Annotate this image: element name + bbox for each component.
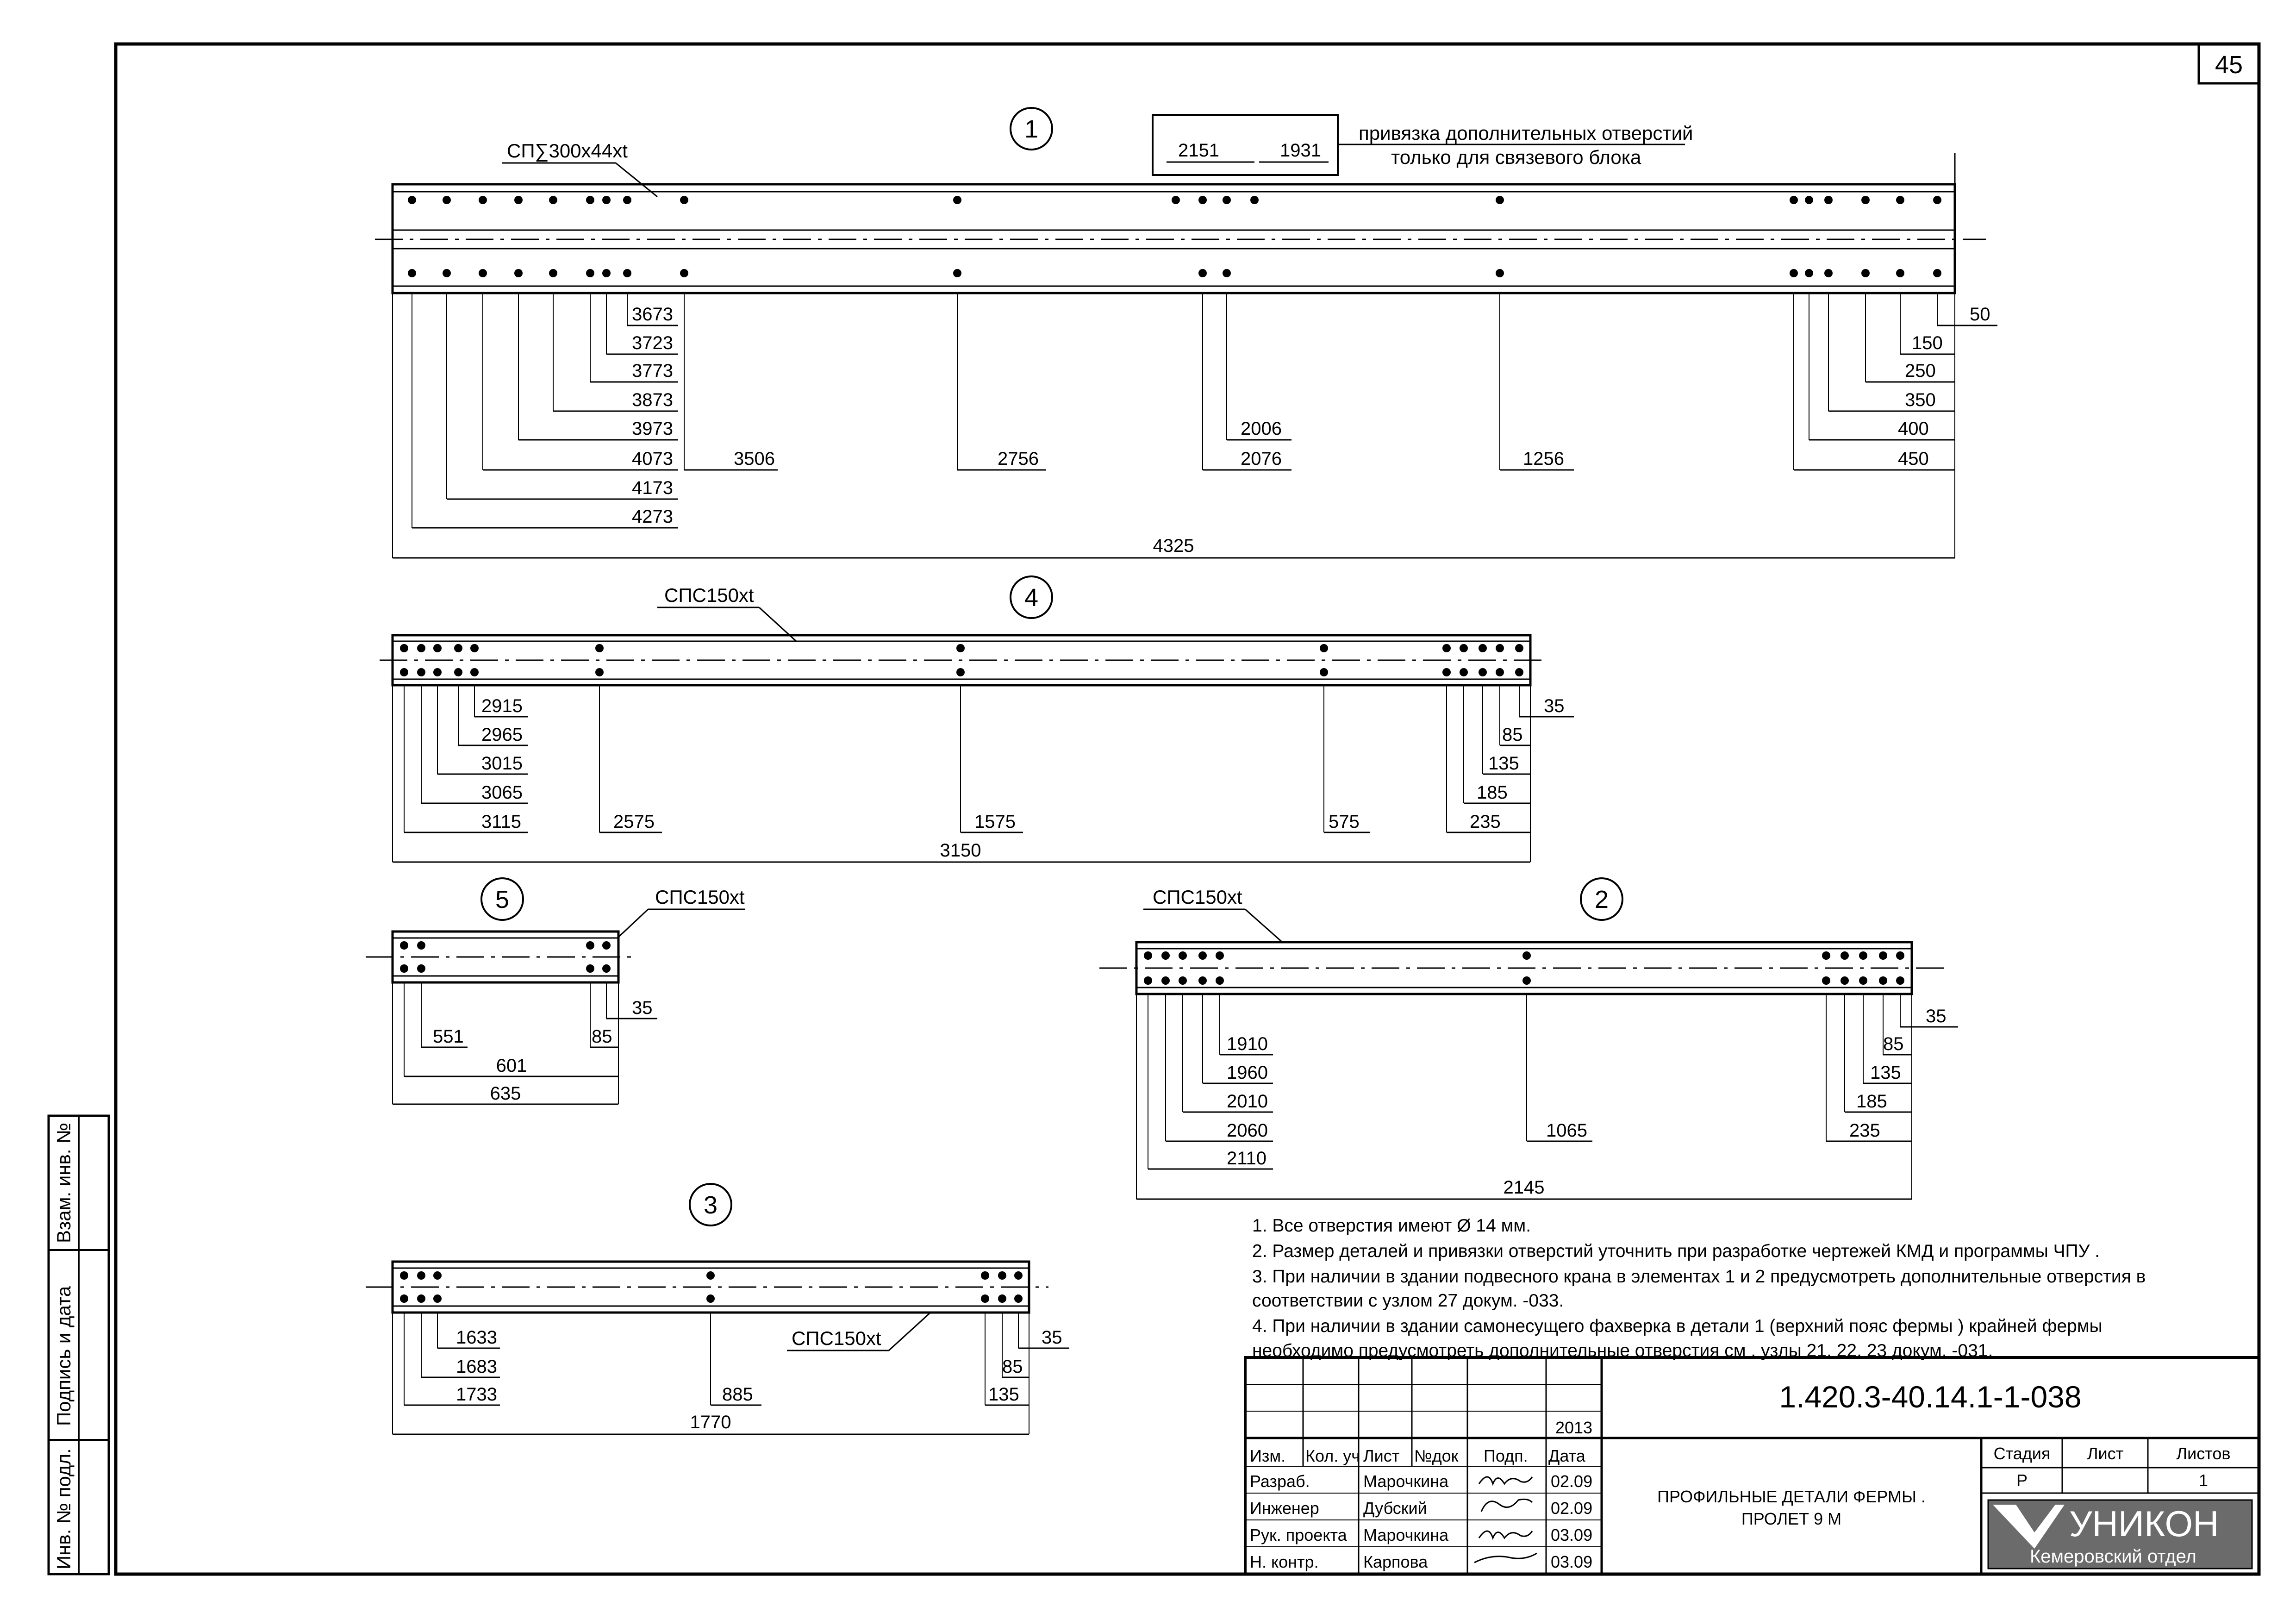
detail-3-dim: 35 (1042, 1327, 1062, 1348)
detail-5-dim: 35 (632, 998, 653, 1018)
detail-1-note-right: 1931 (1280, 140, 1321, 161)
detail-4-dim: 135 (1488, 753, 1519, 774)
tb-name: Марочкина (1363, 1525, 1449, 1544)
tb-stage-value: Р (2016, 1471, 2028, 1490)
tb-role: Разраб. (1250, 1472, 1310, 1491)
detail-4-profile: СПС150хt (664, 584, 754, 606)
detail-3-total: 1770 (690, 1412, 731, 1432)
detail-1-dim: 2076 (1241, 449, 1282, 469)
detail-1-note-left: 2151 (1178, 140, 1219, 161)
detail-1-dim: 350 (1905, 390, 1936, 410)
detail-2-total: 2145 (1503, 1177, 1545, 1198)
detail-3 (366, 1184, 1069, 1434)
detail-3-dim: 1733 (456, 1384, 497, 1405)
detail-5-total: 635 (490, 1083, 521, 1104)
margin-label-sign: Подпись и дата (53, 1286, 75, 1426)
detail-1-dim-lines-left (393, 325, 1955, 558)
note-line: 3. При наличии в здании подвесного крана в элементах 1 и 2 предусмотреть дополнительные отверстия в (1252, 1267, 2146, 1287)
tb-year: 2013 (1555, 1418, 1593, 1437)
logo-sub-text: Кемеровский отдел (2030, 1546, 2196, 1567)
detail-1-dim: 450 (1898, 449, 1929, 469)
detail-1-dim: 50 (1970, 304, 1990, 325)
general-notes (1252, 1216, 2146, 1361)
detail-4 (380, 576, 1574, 862)
detail-1-dim: 4173 (632, 478, 673, 498)
tb-role: Н. контр. (1250, 1552, 1319, 1571)
detail-1-extension-lines (393, 293, 1955, 558)
detail-1-holes (408, 196, 1941, 277)
note-line: 2. Размер деталей и привязки отверстий уточнить при разработке чертежей КМД и программы ЧПУ . (1252, 1241, 2100, 1261)
detail-2-dim: 85 (1883, 1034, 1904, 1054)
detail-2-dim: 35 (1926, 1006, 1947, 1026)
tb-name: Карпова (1363, 1552, 1428, 1571)
detail-1-profile: СП∑300х44хt (507, 140, 628, 162)
margin-label-inv: Инв. № подл. (53, 1448, 75, 1569)
tb-header: Кол. уч (1305, 1446, 1360, 1465)
tb-date: 03.09 (1551, 1552, 1593, 1571)
detail-1-total: 4325 (1153, 536, 1194, 556)
detail-1 (375, 108, 1997, 558)
detail-1-dim: 250 (1905, 361, 1936, 381)
detail-2-dim: 2060 (1227, 1120, 1268, 1141)
tb-date: 02.09 (1551, 1499, 1593, 1518)
detail-3-dim: 85 (1002, 1357, 1023, 1377)
detail-2-dim: 1065 (1546, 1120, 1587, 1141)
detail-1-dim: 400 (1898, 419, 1929, 439)
detail-3-profile: СПС150хt (792, 1327, 881, 1349)
detail-1-dim: 150 (1912, 333, 1943, 353)
detail-4-dim: 185 (1477, 782, 1508, 803)
note-line: 4. При наличии в здании самонесущего фахверка в детали 1 (верхний пояс фермы ) крайней фермы (1252, 1316, 2103, 1336)
detail-2-dim: 135 (1870, 1063, 1901, 1083)
tb-title-line: ПРОФИЛЬНЫЕ ДЕТАЛИ ФЕРМЫ . (1657, 1487, 1926, 1506)
detail-1-dim: 3773 (632, 361, 673, 381)
detail-1-dim: 4273 (632, 506, 673, 527)
detail-4-dim: 2915 (481, 696, 523, 716)
note-line: необходимо предусмотреть дополнительные отверстия см . узлы 21, 22, 23 докум. -031. (1252, 1341, 1993, 1361)
tb-stage-header: Лист (2087, 1444, 2124, 1463)
detail-5-number: 5 (495, 886, 510, 913)
detail-4-dim: 2965 (481, 725, 523, 745)
tb-header: Лист (1363, 1446, 1400, 1465)
detail-4-dim: 1575 (974, 812, 1016, 832)
tb-header: Дата (1548, 1446, 1585, 1465)
tb-doc-code: 1.420.3-40.14.1-1-038 (1779, 1380, 2082, 1414)
page-number: 45 (2215, 51, 2243, 79)
detail-3-dim: 135 (988, 1384, 1019, 1405)
tb-header: №док (1414, 1446, 1459, 1465)
detail-1-note-text-2: только для связевого блока (1391, 146, 1641, 168)
detail-4-dim: 2575 (613, 812, 655, 832)
detail-4-dim: 235 (1470, 812, 1501, 832)
detail-2-dim: 1960 (1227, 1063, 1268, 1083)
detail-4-dim: 85 (1502, 725, 1523, 745)
title-block-text (1250, 1380, 2252, 1571)
detail-1-dim: 3673 (632, 304, 673, 325)
detail-1-dim: 3873 (632, 390, 673, 410)
note-line: соответствии с узлом 27 докум. -033. (1252, 1291, 1564, 1311)
detail-4-dim: 3115 (481, 812, 522, 832)
detail-5 (366, 878, 745, 1104)
note-line: 1. Все отверстия имеют Ø 14 мм. (1252, 1216, 1531, 1236)
detail-4-total: 3150 (940, 840, 981, 861)
detail-4-dim: 3065 (481, 782, 523, 803)
margin-label-vzam: Взам. инв. № (53, 1122, 75, 1243)
detail-2-dim: 2110 (1227, 1148, 1267, 1169)
detail-5-dim: 551 (433, 1026, 464, 1047)
detail-3-dim: 1633 (456, 1327, 497, 1348)
detail-3-dim: 885 (722, 1384, 753, 1405)
tb-stage-value: 1 (2198, 1471, 2209, 1490)
detail-2-number: 2 (1594, 886, 1609, 913)
detail-1-dim: 1256 (1523, 449, 1564, 469)
detail-1-note-text-1: привязка дополнительных отверстий (1359, 122, 1693, 144)
detail-3-dim: 1683 (456, 1357, 497, 1377)
tb-role: Инженер (1250, 1499, 1319, 1518)
detail-2-dim: 185 (1856, 1091, 1887, 1112)
detail-2-dim: 2010 (1227, 1091, 1268, 1112)
tb-header: Изм. (1250, 1446, 1286, 1465)
detail-4-dim: 3015 (481, 753, 523, 774)
tb-stage-header: Стадия (1993, 1444, 2051, 1463)
detail-1-dim: 3723 (632, 333, 673, 353)
detail-5-dim: 601 (496, 1056, 527, 1076)
detail-1-dim: 3506 (734, 449, 775, 469)
detail-5-profile: СПС150хt (655, 886, 745, 908)
tb-title-line: ПРОЛЕТ 9 М (1741, 1509, 1842, 1528)
detail-2 (1099, 878, 1958, 1199)
detail-3-number: 3 (703, 1191, 718, 1219)
detail-1-dim: 4073 (632, 449, 673, 469)
detail-1-dim: 2006 (1241, 419, 1282, 439)
detail-4-number: 4 (1024, 584, 1039, 612)
company-logo (1988, 1500, 2252, 1569)
detail-2-profile: СПС150хt (1153, 886, 1242, 908)
detail-1-number: 1 (1024, 115, 1039, 143)
detail-4-dim: 35 (1544, 696, 1565, 716)
tb-stage-header: Листов (2176, 1444, 2231, 1463)
detail-2-dim: 1910 (1227, 1034, 1268, 1054)
tb-date: 02.09 (1551, 1472, 1593, 1491)
tb-name: Дубский (1363, 1499, 1427, 1518)
detail-5-dim: 85 (592, 1026, 612, 1047)
detail-4-dim: 575 (1329, 812, 1360, 832)
tb-role: Рук. проекта (1250, 1525, 1347, 1544)
detail-1-dim-lines-right (1794, 325, 1997, 470)
detail-2-dim: 235 (1849, 1120, 1880, 1141)
logo-main-text: УНИКОН (2069, 1503, 2219, 1544)
tb-date: 03.09 (1551, 1525, 1593, 1544)
tb-name: Марочкина (1363, 1472, 1449, 1491)
detail-1-dim: 2756 (998, 449, 1039, 469)
tb-header: Подп. (1484, 1446, 1528, 1465)
detail-1-dim: 3973 (632, 419, 673, 439)
margin-stamp (49, 1116, 109, 1574)
